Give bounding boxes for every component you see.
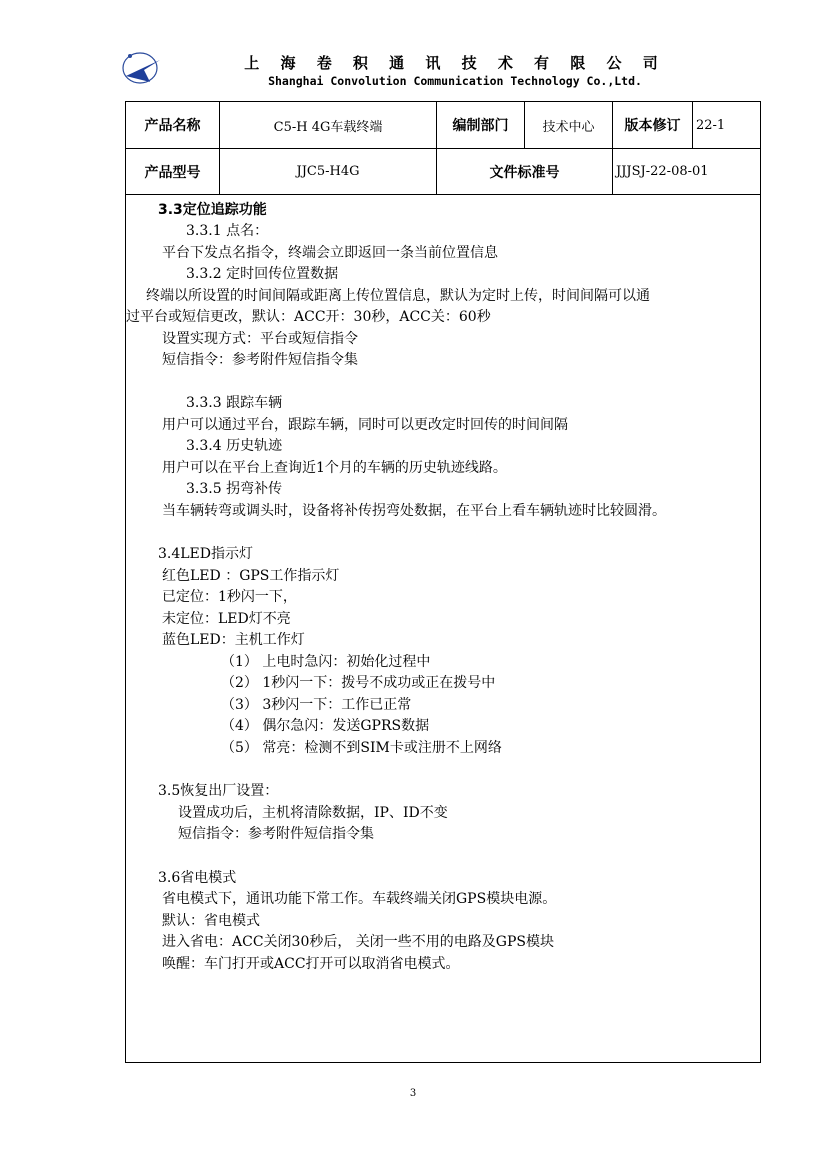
paragraph: 已定位：1秒闪一下， <box>162 589 297 605</box>
paragraph: 短信指令：参考附件短信指令集 <box>178 826 374 842</box>
section-heading: 3.6省电模式 <box>158 870 237 886</box>
section-heading: 3.5恢复出厂设置： <box>158 783 279 799</box>
paragraph: 短信指令：参考附件短信指令集 <box>162 352 358 368</box>
subsection-heading: 3.3.1 点名： <box>186 223 269 239</box>
subsection-heading: 3.3.5 拐弯补传 <box>186 481 283 497</box>
row-divider <box>126 194 760 195</box>
paragraph: 红色LED ：GPS工作指示灯 <box>162 568 340 584</box>
page-number: 3 <box>409 1088 417 1099</box>
standard-label: 文件标准号 <box>489 164 560 181</box>
list-item: （4） 偶尔急闪：发送GPRS数据 <box>221 718 430 734</box>
paragraph: 唤醒：车门打开或ACC打开可以取消省电模式。 <box>162 956 460 972</box>
paragraph: 未定位：LED灯不亮 <box>162 611 291 627</box>
section-heading: 3.3定位追踪功能 <box>158 202 267 218</box>
department-label: 编制部门 <box>452 118 509 134</box>
paragraph: 过平台或短信更改，默认：ACC开：30秒，ACC关：60秒 <box>126 309 491 325</box>
section-heading: 3.4LED指示灯 <box>158 546 254 562</box>
paragraph: 默认：省电模式 <box>162 913 260 929</box>
list-item: （1） 上电时急闪：初始化过程中 <box>221 654 431 670</box>
paragraph: 当车辆转弯或调头时，设备将补传拐弯处数据，在平台上看车辆轨迹时比较圆滑。 <box>162 503 666 519</box>
company-name-en: Shanghai Convolution Communication Technology Co.,Ltd. <box>268 74 642 88</box>
revision-value: 22-1 <box>696 117 726 133</box>
company-logo-icon <box>120 46 164 90</box>
subsection-heading: 3.3.2 定时回传位置数据 <box>186 266 339 282</box>
subsection-heading: 3.3.3 跟踪车辆 <box>186 395 283 411</box>
department-value: 技术中心 <box>542 119 595 135</box>
list-item: （5） 常亮：检测不到SIM卡或注册不上网络 <box>221 740 502 756</box>
document-header <box>120 44 700 100</box>
product-name-label: 产品名称 <box>144 118 201 134</box>
subsection-heading: 3.3.4 历史轨迹 <box>186 438 283 454</box>
paragraph: 用户可以通过平台，跟踪车辆，同时可以更改定时回传的时间间隔 <box>162 417 568 433</box>
paragraph: 设置成功后，主机将清除数据，IP、ID不变 <box>178 805 448 821</box>
list-item: （3） 3秒闪一下：工作已正常 <box>221 697 412 713</box>
paragraph: 省电模式下，通讯功能下常工作。车载终端关闭GPS模块电源。 <box>162 891 557 907</box>
model-value: JJC5-H4G <box>296 164 360 179</box>
paragraph: 进入省电：ACC关闭30秒后， 关闭一些不用的电路及GPS模块 <box>162 934 554 950</box>
paragraph: 用户可以在平台上查询近1个月的车辆的历史轨迹线路。 <box>162 460 507 476</box>
company-name-cn: 上 海 卷 积 通 讯 技 术 有 限 公 司 <box>244 54 666 72</box>
paragraph: 终端以所设置的时间间隔或距离上传位置信息，默认为定时上传，时间间隔可以通 <box>146 288 650 304</box>
standard-value: JJJSJ-22-08-01 <box>616 164 709 179</box>
revision-label: 版本修订 <box>624 118 681 134</box>
paragraph: 蓝色LED：主机工作灯 <box>162 632 305 648</box>
paragraph: 平台下发点名指令，终端会立即返回一条当前位置信息 <box>162 245 498 261</box>
paragraph: 设置实现方式：平台或短信指令 <box>162 331 358 347</box>
product-name-value: C5-H 4G车载终端 <box>273 119 383 135</box>
list-item: （2） 1秒闪一下：拨号不成功或正在拨号中 <box>221 675 496 691</box>
model-label: 产品型号 <box>144 164 201 181</box>
document-frame <box>125 101 761 1063</box>
